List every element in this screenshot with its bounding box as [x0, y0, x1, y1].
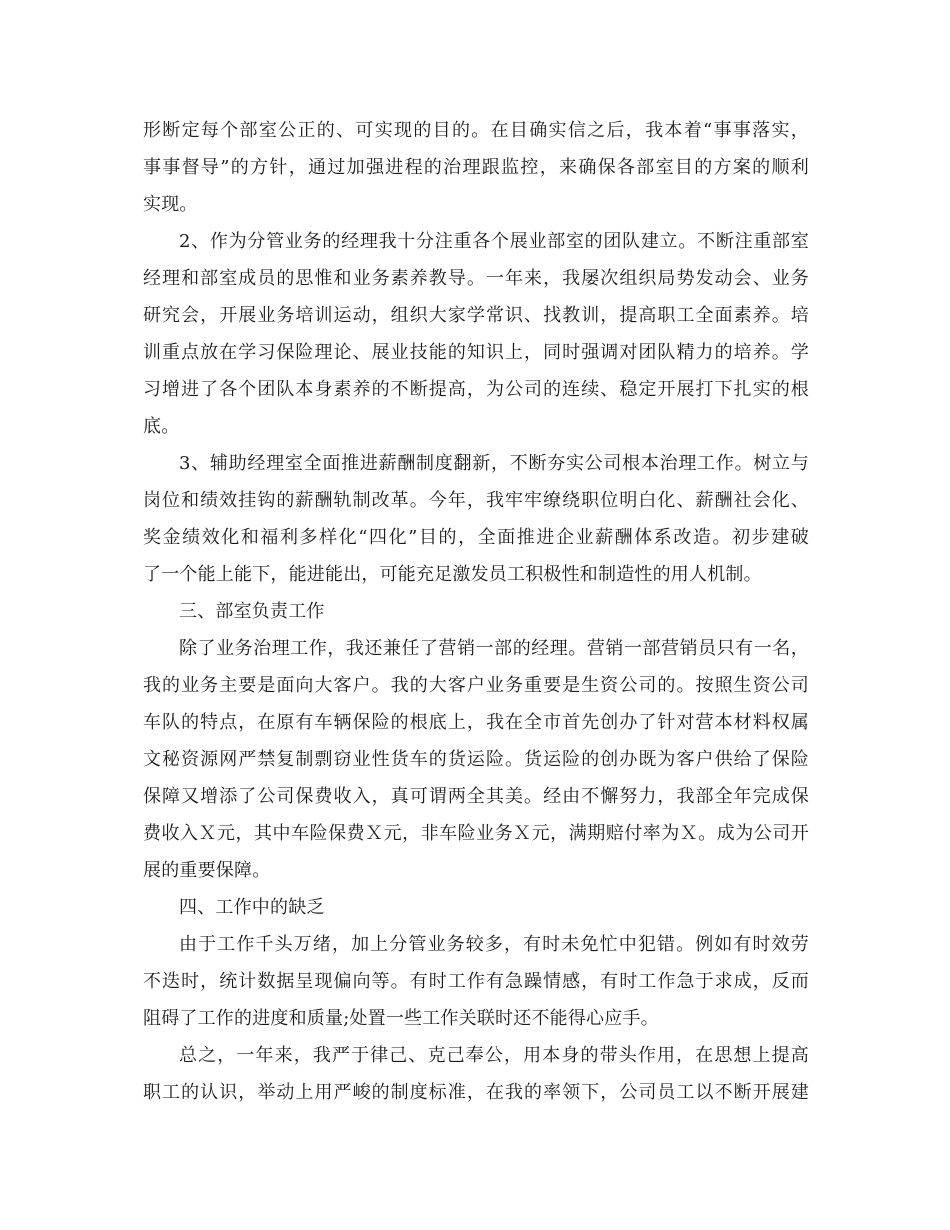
text-line: 保障又增添了公司保费收入，真可谓两全其美。经由不懈努力，我部全年完成保 — [143, 786, 809, 807]
text-line: 总之，一年来，我严于律己、克己奉公，用本身的带头作用，在思想上提高 — [179, 1045, 809, 1066]
text-line: 费收入Ｘ元，其中车险保费Ｘ元，非车险业务Ｘ元，满期赔付率为Ｘ。成为公司开 — [143, 823, 809, 844]
text-line: 由于工作千头万绪，加上分管业务较多，有时未免忙中犯错。例如有时效劳 — [179, 934, 809, 955]
text-line: 我的业务主要是面向大客户。我的大客户业务重要是生资公司的。按照生资公司 — [143, 675, 809, 696]
text-line: 展的重要保障。 — [143, 860, 271, 881]
text-line: 不迭时，统计数据呈现偏向等。有时工作有急躁情感，有时工作急于求成，反而 — [143, 971, 809, 992]
text-line: 阻碍了工作的进度和质量;处置一些工作关联时还不能得心应手。 — [143, 1008, 659, 1029]
text-line: 习增进了各个团队本身素养的不断提高，为公司的连续、稳定开展打下扎实的根 — [143, 379, 809, 400]
text-line: 三、部室负责工作 — [179, 601, 325, 622]
text-line: 岗位和绩效挂钩的薪酬轨制改革。今年，我牢牢缭绕职位明白化、薪酬社会化、 — [143, 490, 809, 511]
text-line: 研究会，开展业务培训运动，组织大家学常识、找教训，提高职工全面素养。培 — [143, 305, 809, 326]
text-line: 实现。 — [143, 194, 198, 215]
text-line: 职工的认识，举动上用严峻的制度标准，在我的率领下，公司员工以不断开展建 — [143, 1082, 809, 1103]
text-line: 3、辅助经理室全面推进薪酬制度翻新，不断夯实公司根本治理工作。树立与 — [179, 453, 809, 474]
text-line: 四、工作中的缺乏 — [179, 897, 325, 918]
text-line: 训重点放在学习保险理论、展业技能的知识上，同时强调对团队精力的培养。学 — [143, 342, 809, 363]
text-line: 底。 — [143, 416, 180, 437]
text-line: 形断定每个部室公正的、可实现的目的。在目确实信之后，我本着“事事落实， — [143, 120, 809, 141]
text-line: 文秘资源网严禁复制剽窃业性货车的货运险。货运险的创办既为客户供给了保险 — [143, 749, 809, 770]
text-line: 2、作为分管业务的经理我十分注重各个展业部室的团队建立。不断注重部室 — [179, 231, 809, 252]
text-line: 奖金绩效化和福利多样化“四化”目的，全面推进企业薪酬体系改造。初步建破 — [143, 527, 809, 548]
text-line: 除了业务治理工作，我还兼任了营销一部的经理。营销一部营销员只有一名， — [179, 638, 809, 659]
text-line: 车队的特点，在原有车辆保险的根底上，我在全市首先创办了针对营本材料权属 — [143, 712, 809, 733]
text-line: 了一个能上能下，能进能出，可能充足激发员工积极性和制造性的用人机制。 — [143, 564, 762, 585]
text-line: 经理和部室成员的思惟和业务素养教导。一年来，我屡次组织局势发动会、业务 — [143, 268, 809, 289]
text-line: 事事督导”的方针，通过加强进程的治理跟监控，来确保各部室目的方案的顺利 — [143, 157, 809, 178]
document-body — [143, 112, 809, 1111]
